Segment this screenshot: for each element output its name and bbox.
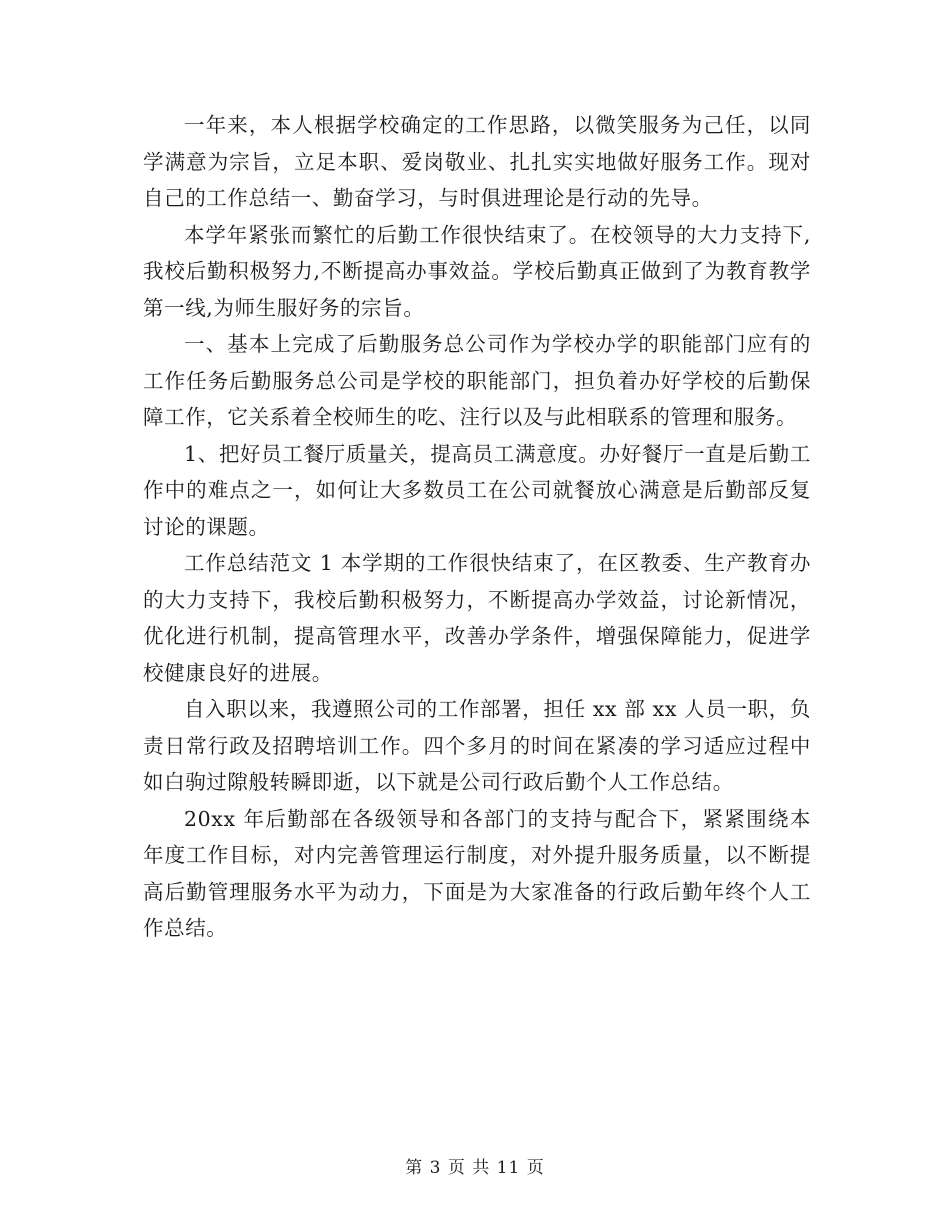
paragraph-2: 本学年紧张而繁忙的后勤工作很快结束了。在校领导的大力支持下,我校后勤积极努力,不断提高办事效益。学校后勤真正做到了为教育教学第一线,为师生服好务的宗旨。 (143, 222, 811, 320)
paragraph-1: 一年来，本人根据学校确定的工作思路，以微笑服务为己任，以同学满意为宗旨，立足本职、爱岗敬业、扎扎实实地做好服务工作。现对自己的工作总结一、勤奋学习，与时俱进理论是行动的先导。 (143, 113, 811, 210)
paragraph-4: 1、把好员工餐厅质量关，提高员工满意度。办好餐厅一直是后勤工作中的难点之一，如何让大多数员工在公司就餐放心满意是后勤部反复讨论的课题。 (143, 441, 811, 539)
paragraph-6: 自入职以来，我遵照公司的工作部署，担任 xx 部 xx 人员一职，负责日常行政及招聘培训工作。四个多月的时间在紧凑的学习适应过程中如白驹过隙般转瞬即逝，以下就是公司行政后勤个人工作总结。 (143, 697, 811, 794)
paragraph-5: 工作总结范文 1 本学期的工作很快结束了，在区教委、生产教育办的大力支持下，我校后勤积极努力，不断提高办学效益，讨论新情况，优化进行机制，提高管理水平，改善办学条件，增强保障能力，促进学校健康良好的进展。 (143, 551, 811, 685)
paragraph-3: 一、基本上完成了后勤服务总公司作为学校办学的职能部门应有的工作任务后勤服务总公司是学校的职能部门，担负着办好学校的后勤保障工作，它关系着全校师生的吃、注行以及与此相联系的管理和服务。 (143, 332, 811, 429)
paragraph-7: 20xx 年后勤部在各级领导和各部门的支持与配合下，紧紧围绕本年度工作目标，对内完善管理运行制度，对外提升服务质量，以不断提高后勤管理服务水平为动力，下面是为大家准备的行政后勤年终个人工作总结。 (143, 806, 811, 940)
page-number-footer: 第 3 页 共 11 页 (405, 1158, 545, 1178)
document-body (143, 107, 811, 947)
